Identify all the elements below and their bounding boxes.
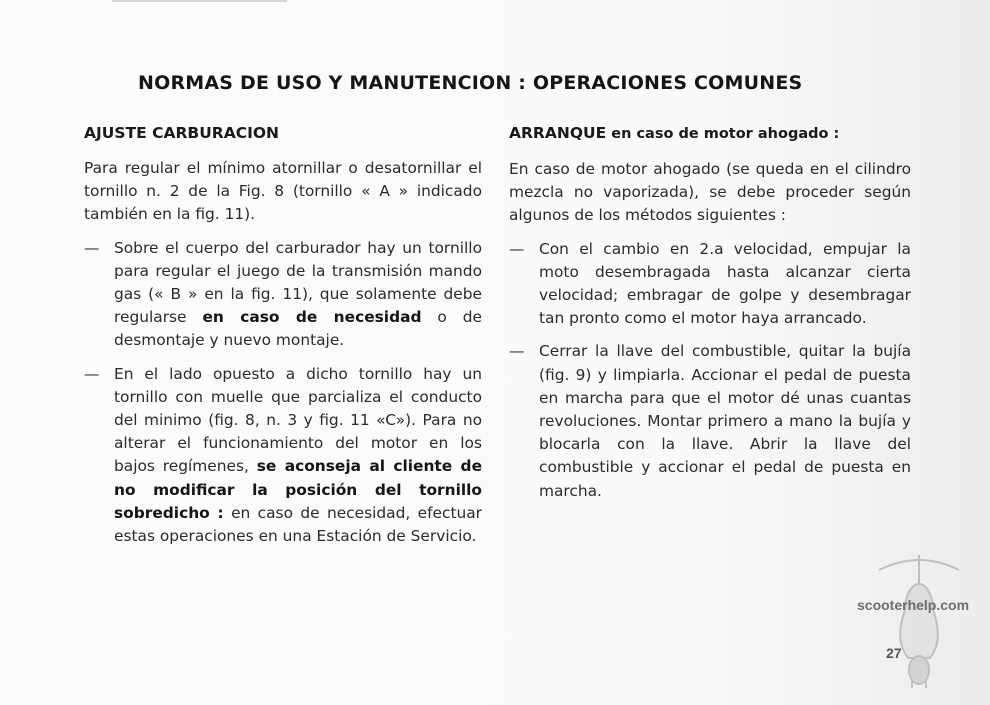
section-heading-ajuste: AJUSTE CARBURACION	[84, 124, 279, 142]
list-item-text: Sobre el cuerpo del carburador hay un tornillo para regular el juego de la transmisión mando gas (« B » en la fig. 11), que solamente debe regularse en caso de necesidad o de desmontaje y nuevo montaje.	[114, 238, 482, 350]
list-item	[84, 237, 482, 353]
page-number: 27	[886, 645, 902, 661]
watermark-text: scooterhelp.com	[857, 597, 970, 613]
page-title: NORMAS DE USO Y MANUTENCION : OPERACIONES COMUNES	[138, 72, 803, 94]
dash-marker: —	[84, 364, 100, 383]
emphasis-text: en caso de necesidad	[202, 308, 422, 327]
list-item	[509, 238, 911, 331]
left-column	[84, 122, 482, 558]
list-item-text: Con el cambio en 2.a velocidad, empujar la moto desembragada hasta alcanzar cierta velocidad; embragar de golpe y desembragar tan pronto como el motor haya arrancado.	[539, 239, 911, 328]
scooter-icon	[864, 540, 974, 690]
right-column	[509, 122, 911, 513]
ajuste-intro-paragraph: Para regular el mínimo atornillar o desatornillar el tornillo n. 2 de la Fig. 8 (tornillo « A » indicado también en la fig. 11).	[84, 159, 482, 224]
list-item-text: En el lado opuesto a dicho tornillo hay un tornillo con muelle que parcializa el conducto del minimo (fig. 8, n. 3 y fig. 11 «C»). Para no alterar el funcionamiento del motor en los bajos regímenes, se aconseja al cliente de no modificar la posición del tornillo sobredicho : en caso de necesidad, efectuar estas operaciones en una Estación de Servicio.	[114, 364, 483, 546]
list-item-text: Cerrar la llave del combustible, quitar la bujía (fig. 9) y limpiarla. Accionar el pedal de puesta en marcha para que el motor dé unas cuantas revoluciones. Montar primero a mano la bujía y blocarla con la llave. Abrir la llave del combustible y accionar el pedal de puesta en marcha.	[539, 342, 911, 500]
list-item	[509, 340, 911, 502]
dash-marker: —	[509, 239, 525, 258]
dash-marker: —	[509, 342, 525, 361]
section-heading-arranque: ARRANQUE en caso de motor ahogado :	[509, 124, 840, 142]
top-edge-rule	[112, 0, 287, 2]
emphasis-text: se aconseja al cliente de no modificar la posición del tornillo sobredicho :	[114, 457, 483, 522]
arranque-intro-paragraph: En caso de motor ahogado (se queda en el cilindro mezcla no vaporizada), se debe proceder según algunos de los métodos siguientes :	[509, 160, 911, 225]
list-item	[84, 363, 482, 549]
dash-marker: —	[84, 238, 100, 257]
